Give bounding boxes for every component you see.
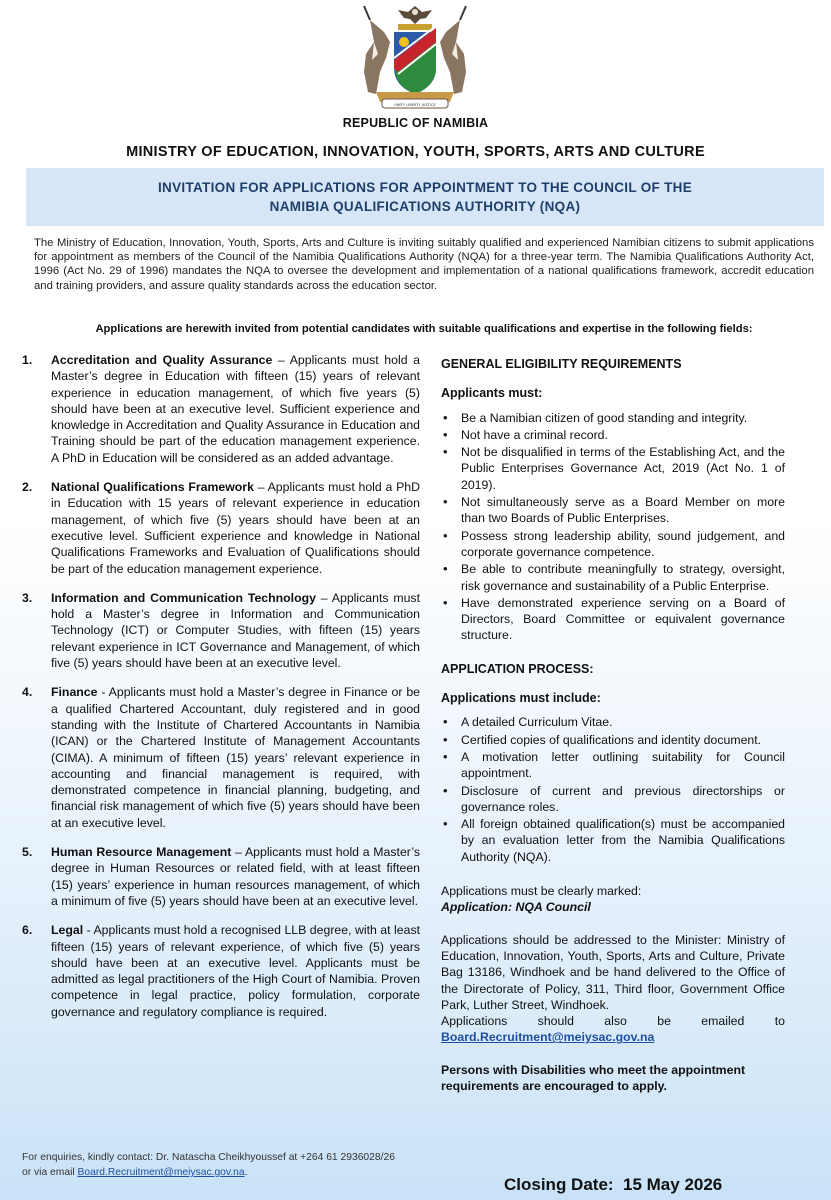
field-item: 6. Legal - Applicants must hold a recognised LLB degree, with at least fifteen (15) years of relevant experience, of which five (5) years should have been at an executive level. Applicants must be admitted as legal practitioners of the High Court of Namibia. Proven competence in legal practice, policy formulation, corporate governance and regulatory compliance is required.: [22, 923, 421, 1019]
list-item: • A motivation letter outlining suitability for Council appointment.: [441, 749, 785, 782]
field-item: 5. Human Resource Management – Applicants must hold a Master’s degree in Human Resources or related field, with at least fifteen (15) years’ experience in human resources management, of which a minimum of five (5) years should have been at an executive level.: [22, 845, 420, 908]
disabilities-note: Persons with Disabilities who meet the appointment requirements are encouraged to apply.: [441, 1062, 746, 1093]
field-item: 4. Finance - Applicants must hold a Master’s degree in Finance or be a qualified Chartered Accountant, duly registered and in good standing with the Institute of Chartered Accountants in Namibia (ICAN) or the Chartered Institute of Management Accountants (CIMA). A minimum of fifteen (15) years’ relevant experience in accounting and financial management is required, with demonstrated competence in financial planning, budgeting, and financial risk management of which five (5) years should have been at an executive level.: [22, 685, 420, 830]
list-item: • Not simultaneously serve as a Board Member on more than two Boards of Public Enterprises.: [441, 494, 785, 527]
list-item: • Disclosure of current and previous directorships or governance roles.: [441, 783, 785, 816]
field-text: Applicants must hold a Master’s degree in Human Resources or related field, with at least fifteen (15) years’ experience in human resources management, of which a minimum of five (5) years should have been at an executive level.: [51, 845, 420, 908]
marked-label: Applications must be clearly marked:: [441, 884, 642, 899]
eligibility-list: [441, 410, 785, 644]
closing-label: Closing Date:: [504, 1175, 614, 1194]
list-item: • Be able to contribute meaningfully to strategy, oversight, risk governance and sustainability of a Public Enterprise.: [441, 561, 785, 594]
email-instruction: Applications should also be emailed to: [441, 1014, 785, 1029]
list-item: • Be a Namibian citizen of good standing and integrity.: [441, 410, 785, 426]
svg-text:UNITY LIBERTY JUSTICE: UNITY LIBERTY JUSTICE: [394, 103, 436, 107]
republic-heading: REPUBLIC OF NAMIBIA: [342, 116, 489, 130]
namibia-coat-of-arms-icon: [340, 2, 490, 110]
intro-paragraph: The Ministry of Education, Innovation, Youth, Sports, Arts and Culture is inviting suitably qualified and experienced Namibian citizens to submit applications for appointment as members of the Council of the Namibia Qualifications Authority (NQA) for a three-year term. The Namibia Qualifications Authority Act, 1996 (Act No. 29 of 1996) mandates the NQA to oversee the development and implementation of a national qualifications framework, accredit education and training providers, and assure quality standards across the education sector.: [34, 237, 814, 292]
list-item: • All foreign obtained qualification(s) must be accompanied by an evaluation letter from the Namibia Qualifications Authority (NQA).: [441, 816, 785, 865]
field-title: Accreditation and Quality Assurance: [51, 353, 273, 367]
title-line-2: NAMIBIA QUALIFICATIONS AUTHORITY (NQA): [269, 199, 581, 214]
field-number: 6.: [22, 923, 33, 938]
field-text: Applicants must hold a recognised LLB degree, with at least fifteen (15) years of relevant experience, of which five (5) years should have been at an executive level. Applicants must be admitted as legal practitioners of the High Court of Namibia. Proven competence in legal practice, policy formulation, corporate governance and regulatory compliance is required.: [51, 923, 421, 1019]
field-number: 5.: [22, 845, 33, 860]
list-item: • A detailed Curriculum Vitae.: [441, 714, 785, 730]
field-title: Human Resource Management: [51, 845, 232, 860]
application-email-link[interactable]: Board.Recruitment@meiysac.gov.na: [441, 1030, 655, 1045]
list-item: • Not be disqualified in terms of the Establishing Act, and the Public Enterprises Governance Act, 2019 (Act No. 1 of 2019).: [441, 444, 785, 493]
list-item: • Certified copies of qualifications and identity document.: [441, 732, 785, 748]
process-heading: APPLICATION PROCESS:: [441, 661, 594, 676]
field-number: 1.: [22, 353, 33, 367]
field-text: Applicants must hold a Master’s degree in Information and Communication Technology (ICT) or Computer Studies, with fifteen (15) years relevant experience in ICT Governance and Management, of which five (5) years should have been at an executive level.: [51, 590, 420, 671]
coat-of-arms: [340, 2, 490, 110]
list-item: • Not have a criminal record.: [441, 427, 785, 443]
field-text: Applicants must hold a Master’s degree in Education with fifteen (15) years of relevant experience in education management, of which five years (5) should have been at an executive level. Sufficient experience and knowledge in Accreditation and Quality Assurance in Education and Training should be part of the education management experience. A PhD in Education will be considered as an added advantage.: [51, 353, 420, 465]
title-line-1: INVITATION FOR APPLICATIONS FOR APPOINTMENT TO THE COUNCIL OF THE: [158, 180, 692, 195]
list-item: • Possess strong leadership ability, sound judgement, and corporate governance competence.: [441, 528, 785, 561]
title-banner: [26, 168, 824, 226]
field-item: 1. Accreditation and Quality Assurance – Applicants must hold a Master’s degree in Education with fifteen (15) years of relevant experience in education management, of which five years (5) should have been at an executive level. Sufficient experience and knowledge in Accreditation and Quality Assurance in Education and Training should be part of the education management experience. A PhD in Education will be considered as an added advantage.: [22, 353, 420, 465]
contact-email-link[interactable]: Board.Recruitment@meiysac.gov.na: [77, 1167, 245, 1178]
contact-info: For enquiries, kindly contact: Dr. Natascha Cheikhyoussef at +264 61 2936028/26 or via email Board.Recruitment@meiysac.gov.na.: [22, 1152, 395, 1178]
eligibility-heading: GENERAL ELIGIBILITY REQUIREMENTS: [441, 357, 682, 371]
field-title: National Qualifications Framework: [51, 480, 254, 495]
list-item: • Have demonstrated experience serving on a Board of Directors, Board Committee or equivalent governance structure.: [441, 595, 785, 644]
closing-value: 15 May 2026: [623, 1175, 723, 1194]
field-title: Legal: [51, 923, 84, 938]
field-number: 2.: [22, 480, 33, 495]
ministry-heading: MINISTRY OF EDUCATION, INNOVATION, YOUTH, SPORTS, ARTS AND CULTURE: [126, 144, 705, 160]
requirements-column: [441, 356, 785, 1094]
process-subheading: Applications must include:: [441, 691, 601, 706]
field-title: Information and Communication Technology: [51, 590, 316, 605]
marked-value: Application: NQA Council: [441, 900, 591, 915]
field-number: 4.: [22, 685, 33, 700]
field-number: 3.: [22, 590, 33, 605]
address-paragraph: Applications should be addressed to the Minister: Ministry of Education, Innovation, Youth, Sports, Arts and Culture, Private Bag 13186, Windhoek and be hand delivered to the Office of the Directorate of Policy, 311, Third floor, Government Office Park, Luther Street, Windhoek.: [441, 932, 785, 1012]
invited-statement: Applications are herewith invited from potential candidates with suitable qualifications and expertise in the following fields:: [95, 323, 753, 335]
contact-text: For enquiries, kindly contact: Dr. Natascha Cheikhyoussef at +264 61 2936028/26 or via email: [22, 1152, 395, 1178]
field-text: Applicants must hold a Master’s degree in Finance or be a qualified Chartered Accountant, duly registered and in good standing with the Institute of Chartered Accountants in Namibia (ICAN) or the Chartered Institute of Management Accountants (CIMA). A minimum of fifteen (15) years’ relevant experience in accounting and financial management is required, with demonstrated competence in financial planning, budgeting, and financial risk management of which five (5) years should have been at an executive level.: [51, 685, 420, 830]
process-list: [441, 714, 785, 865]
eligibility-subheading: Applicants must:: [441, 386, 543, 401]
fields-list: [22, 352, 420, 1033]
field-item: 2. National Qualifications Framework – Applicants must hold a PhD in Education with 15 years of relevant experience in education management, of which five (5) years should have been at an executive level. Sufficient experience and knowledge in National Qualifications Frameworks and Evaluation of Qualifications should be part of the education management experience.: [22, 480, 421, 576]
closing-date: [504, 1175, 814, 1195]
field-item: 3. Information and Communication Technology – Applicants must hold a Master’s degree in Information and Communication Technology (ICT) or Computer Studies, with fifteen (15) years relevant experience in ICT Governance and Management, of which five (5) years should have been at an executive level.: [22, 590, 420, 671]
field-title: Finance: [51, 685, 98, 700]
field-text: Applicants must hold a PhD in Education with 15 years of relevant experience in education management, of which five (5) years should have been at an executive level. Sufficient experience and knowledge in National Qualifications Frameworks and Evaluation of Qualifications should be part of the education management experience.: [51, 480, 421, 576]
